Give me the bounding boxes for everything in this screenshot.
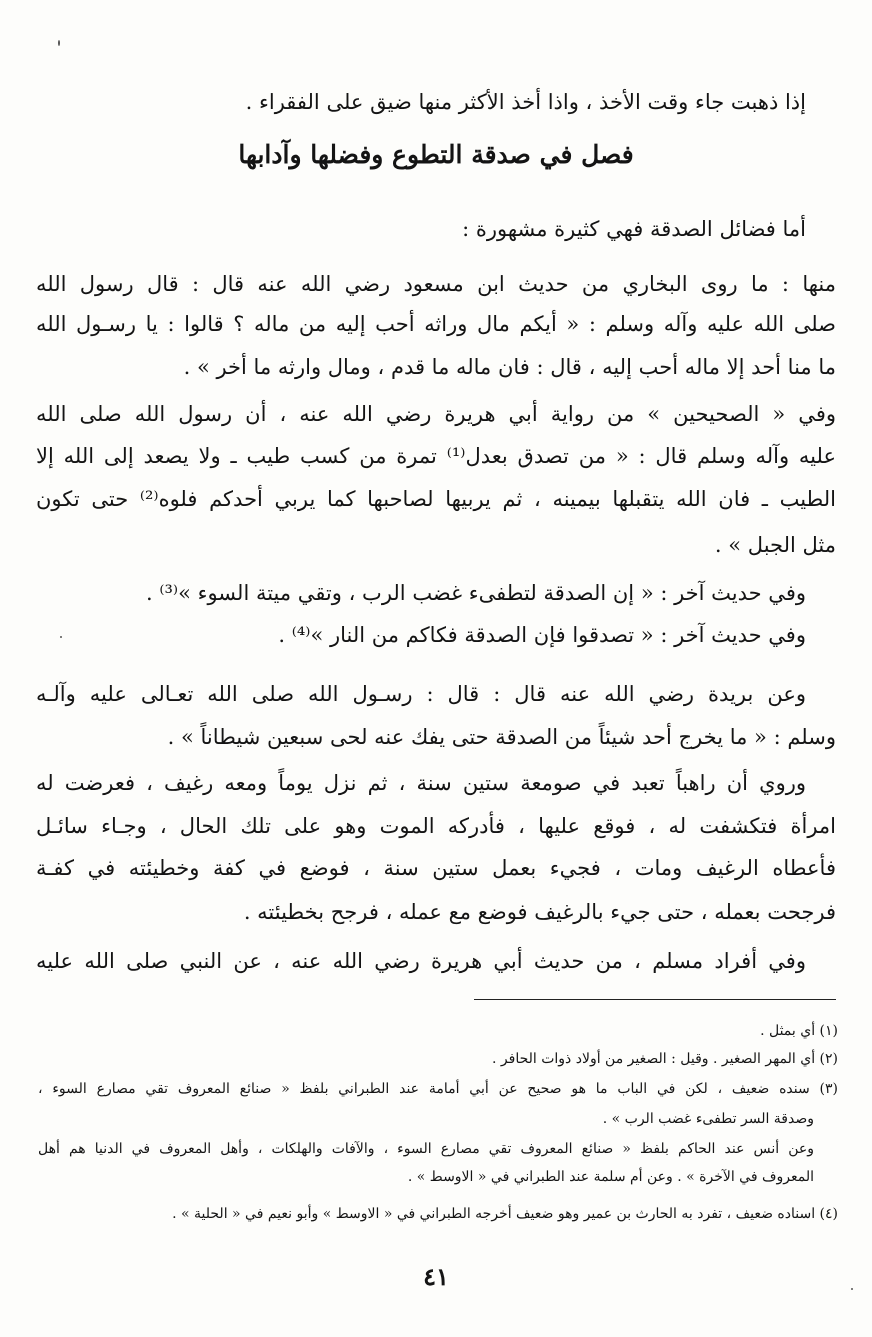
body-line: وعن بريدة رضي الله عنه قال : قال : رسـول الله صلى الله تعـالى عليه وآلـه <box>36 682 806 706</box>
footnote: (٢) أي المهر الصغير . وقيل : الصغير من أولاد ذوات الحافر . <box>492 1051 838 1067</box>
scan-speck <box>851 1288 853 1290</box>
body-line: وسلم : « ما يخرج أحد شيئاً من الصدقة حتى يفك عنه لحى سبعين شيطاناً » . <box>167 725 836 749</box>
top-line: إذا ذهبت جاء وقت الأخذ ، واذا أخذ الأكثر منها ضيق على الفقراء . <box>245 90 806 114</box>
body-line: وفي حديث آخر : « تصدقوا فإن الصدقة فكاكم من النار »⁽⁴⁾ . <box>278 623 806 647</box>
body-line: وفي حديث آخر : « إن الصدقة لتطفىء غضب الرب ، وتقي ميتة السوء »⁽³⁾ . <box>145 581 806 605</box>
footnote: وعن أنس عند الحاكم بلفظ « صنائع المعروف تقي مصارع السوء ، والآفات والهلكات ، وأهل المعروف في الدنيا هم أهل <box>38 1141 814 1157</box>
page-number: ٤١ <box>423 1262 449 1291</box>
body-line: وفي أفراد مسلم ، من حديث أبي هريرة رضي الله عنه ، عن النبي صلى الله عليه <box>36 949 806 973</box>
footnote: (٣) سنده ضعيف ، لكن في الباب ما هو صحيح عن أبي أمامة عند الطبراني بلفظ « صنائع المعروف تقي مصارع السوء ، <box>38 1081 838 1097</box>
body-line: منها : ما روى البخاري من حديث ابن مسعود رضي الله عنه قال : قال رسول الله <box>36 272 836 296</box>
footnote: (١) أي بمثل . <box>760 1023 838 1039</box>
body-line: فرجحت بعمله ، حتى جيء بالرغيف فوضع مع عمله ، فرجح بخطيئته . <box>243 900 836 924</box>
body-line: وروي أن راهباً تعبد في صومعة ستين سنة ، ثم نزل يوماً ومعه رغيف ، فعرضت له <box>36 771 806 795</box>
body-line: صلى الله عليه وآله وسلم : « أيكم مال وراثه أحب إليه من ماله ؟ قالوا : يا رسـول الله <box>36 312 836 336</box>
footnote: (٤) اسناده ضعيف ، تفرد به الحارث بن عمير وهو ضعيف أخرجه الطبراني في « الاوسط » وأبو نعيم في « الحلية » . <box>172 1206 838 1222</box>
scan-speck <box>60 636 62 638</box>
body-line: فأعطاه الرغيف ومات ، فجيء بعمل ستين سنة ، فوضع في كفة وخطيئته في كفـة <box>36 856 836 880</box>
body-line: امرأة فتكشفت له ، فوقع عليها ، فأدركه الموت وهو على تلك الحال ، وجـاء سائـل <box>36 814 836 838</box>
body-line: الطيب ـ فان الله يتقبلها بيمينه ، ثم يربيها لصاحبها كما يربي أحدكم فلوه⁽²⁾ حتى تكون <box>36 487 836 511</box>
section-heading: فصل في صدقة التطوع وفضلها وآدابها <box>238 140 634 169</box>
body-line: مثل الجبل » . <box>714 533 836 557</box>
body-line: وفي « الصحيحين » من رواية أبي هريرة رضي الله عنه ، أن رسول الله صلى الله <box>36 402 836 426</box>
footnote: المعروف في الآخرة » . وعن أم سلمة عند الطبراني في « الاوسط » . <box>407 1169 814 1185</box>
scan-speck <box>58 40 60 46</box>
body-line: عليه وآله وسلم قال : « من تصدق بعدل⁽¹⁾ تمرة من كسب طيب ـ ولا يصعد إلى الله إلا <box>36 444 837 468</box>
body-line: أما فضائل الصدقة فهي كثيرة مشهورة : <box>462 217 806 241</box>
body-line: ما منا أحد إلا ماله أحب إليه ، قال : فان ماله ما قدم ، ومال وارثه ما أخر » . <box>183 355 836 379</box>
footnote: وصدقة السر تطفىء غضب الرب » . <box>602 1111 814 1127</box>
footnote-divider <box>474 999 836 1000</box>
